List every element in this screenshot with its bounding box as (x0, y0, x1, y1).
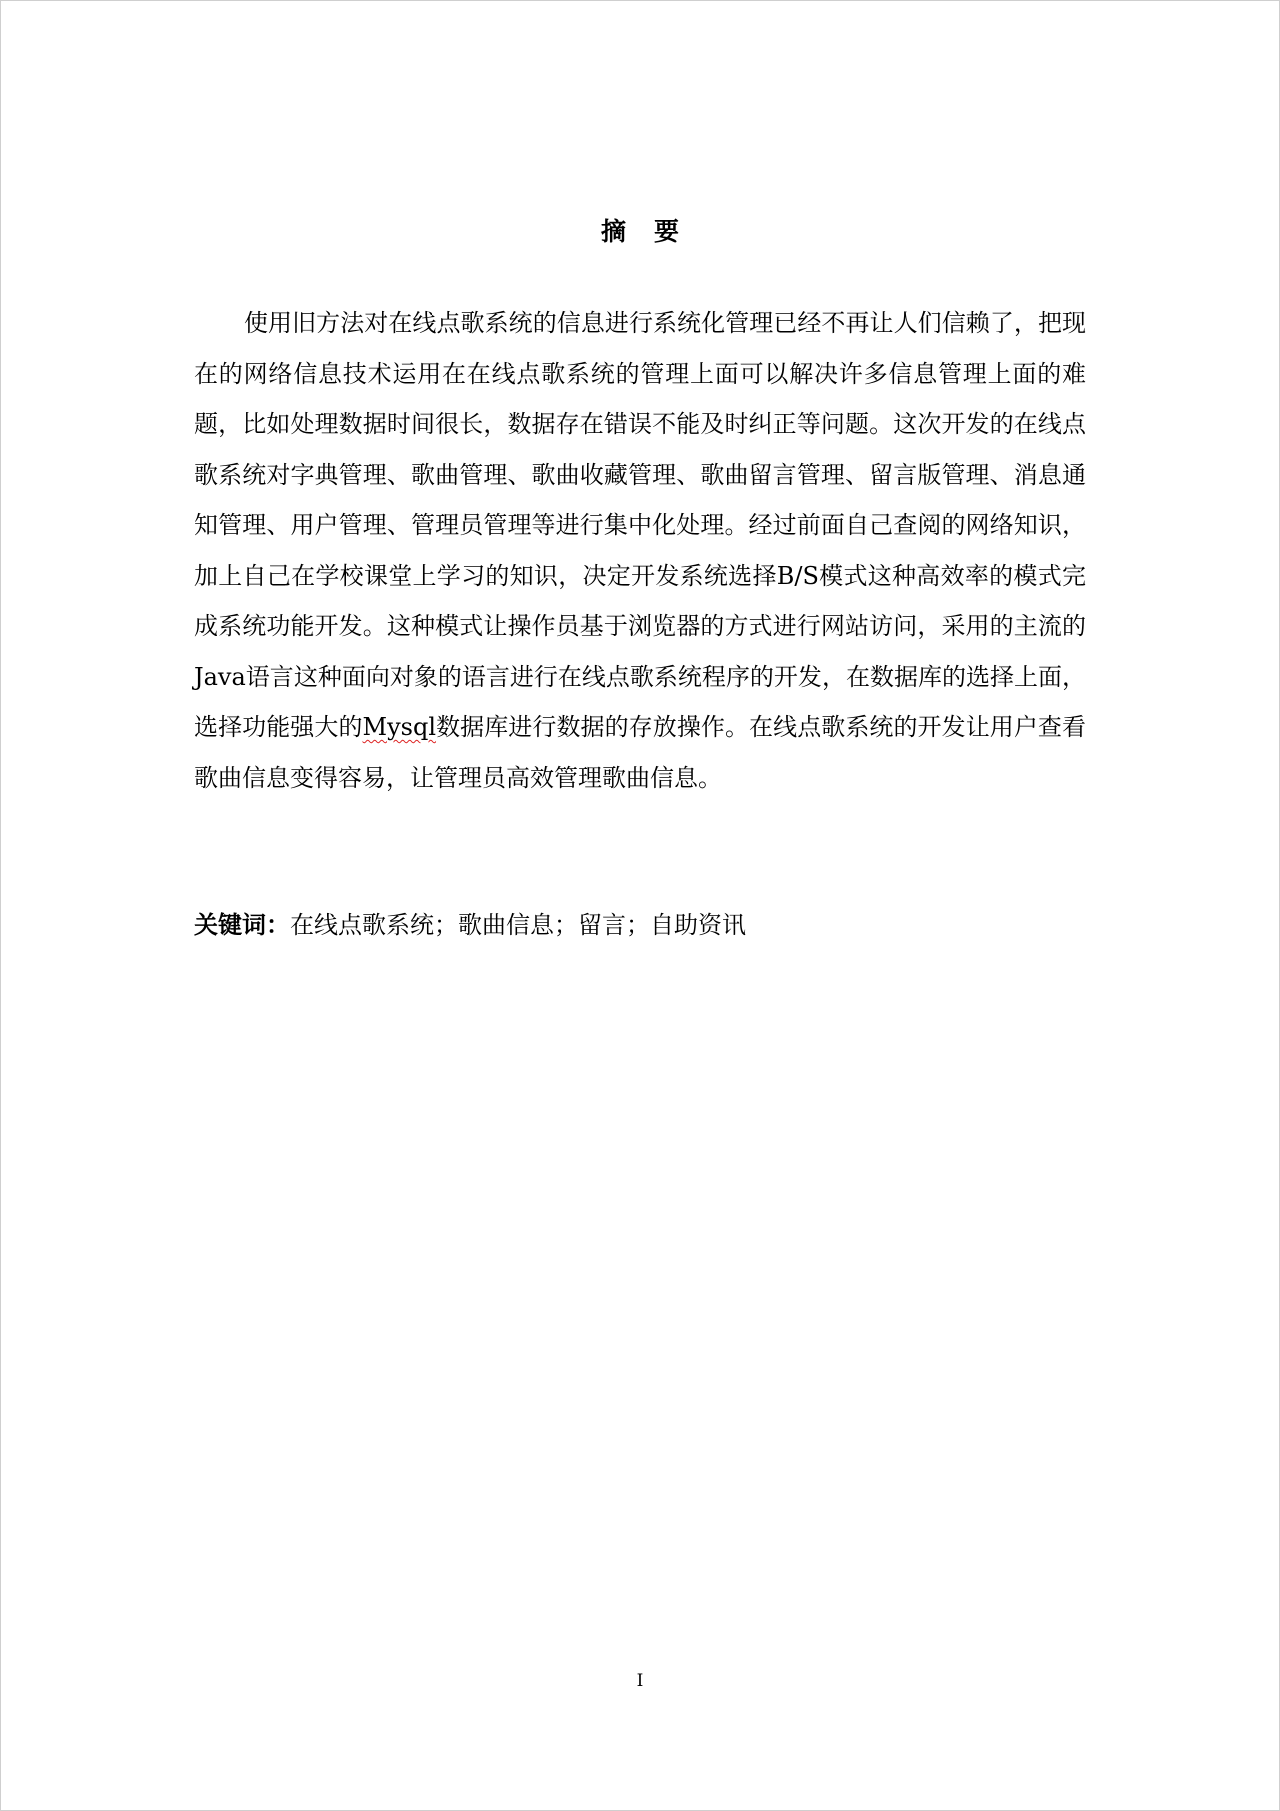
keywords-values: 在线点歌系统；歌曲信息；留言；自助资讯 (290, 911, 746, 939)
title-char-1: 摘 (600, 217, 626, 246)
page-number: I (636, 1671, 644, 1691)
page-title (0, 212, 1280, 248)
title-char-2: 要 (654, 217, 680, 246)
spellcheck-word-mysql: Mysql (362, 713, 437, 741)
abstract-paragraph (194, 298, 1086, 803)
keywords-label: 关键词： (194, 910, 290, 939)
keywords-line (194, 900, 1086, 950)
abstract-text-part2: 数据库进行数据的存放操作。在线点歌系统的开发让用户查看歌曲信息变得容易，让管理员高效管理歌曲信息。 (194, 713, 1086, 792)
abstract-text-part1: 使用旧方法对在线点歌系统的信息进行系统化管理已经不再让人们信赖了，把现在的网络信息技术运用在在线点歌系统的管理上面可以解决许多信息管理上面的难题，比如处理数据时间很长，数据存在错误不能及时纠正等问题。这次开发的在线点歌系统对字典管理、歌曲管理、歌曲收藏管理、歌曲留言管理、留言版管理、消息通知管理、用户管理、管理员管理等进行集中化处理。经过前面自己查阅的网络知识，加上自己在学校课堂上学习的知识，决定开发系统选择B/S模式这种高效率的模式完成系统功能开发。这种模式让操作员基于浏览器的方式进行网站访问，采用的主流的Java语言这种面向对象的语言进行在线点歌系统程序的开发，在数据库的选择上面，选择功能强大的 (194, 309, 1086, 741)
